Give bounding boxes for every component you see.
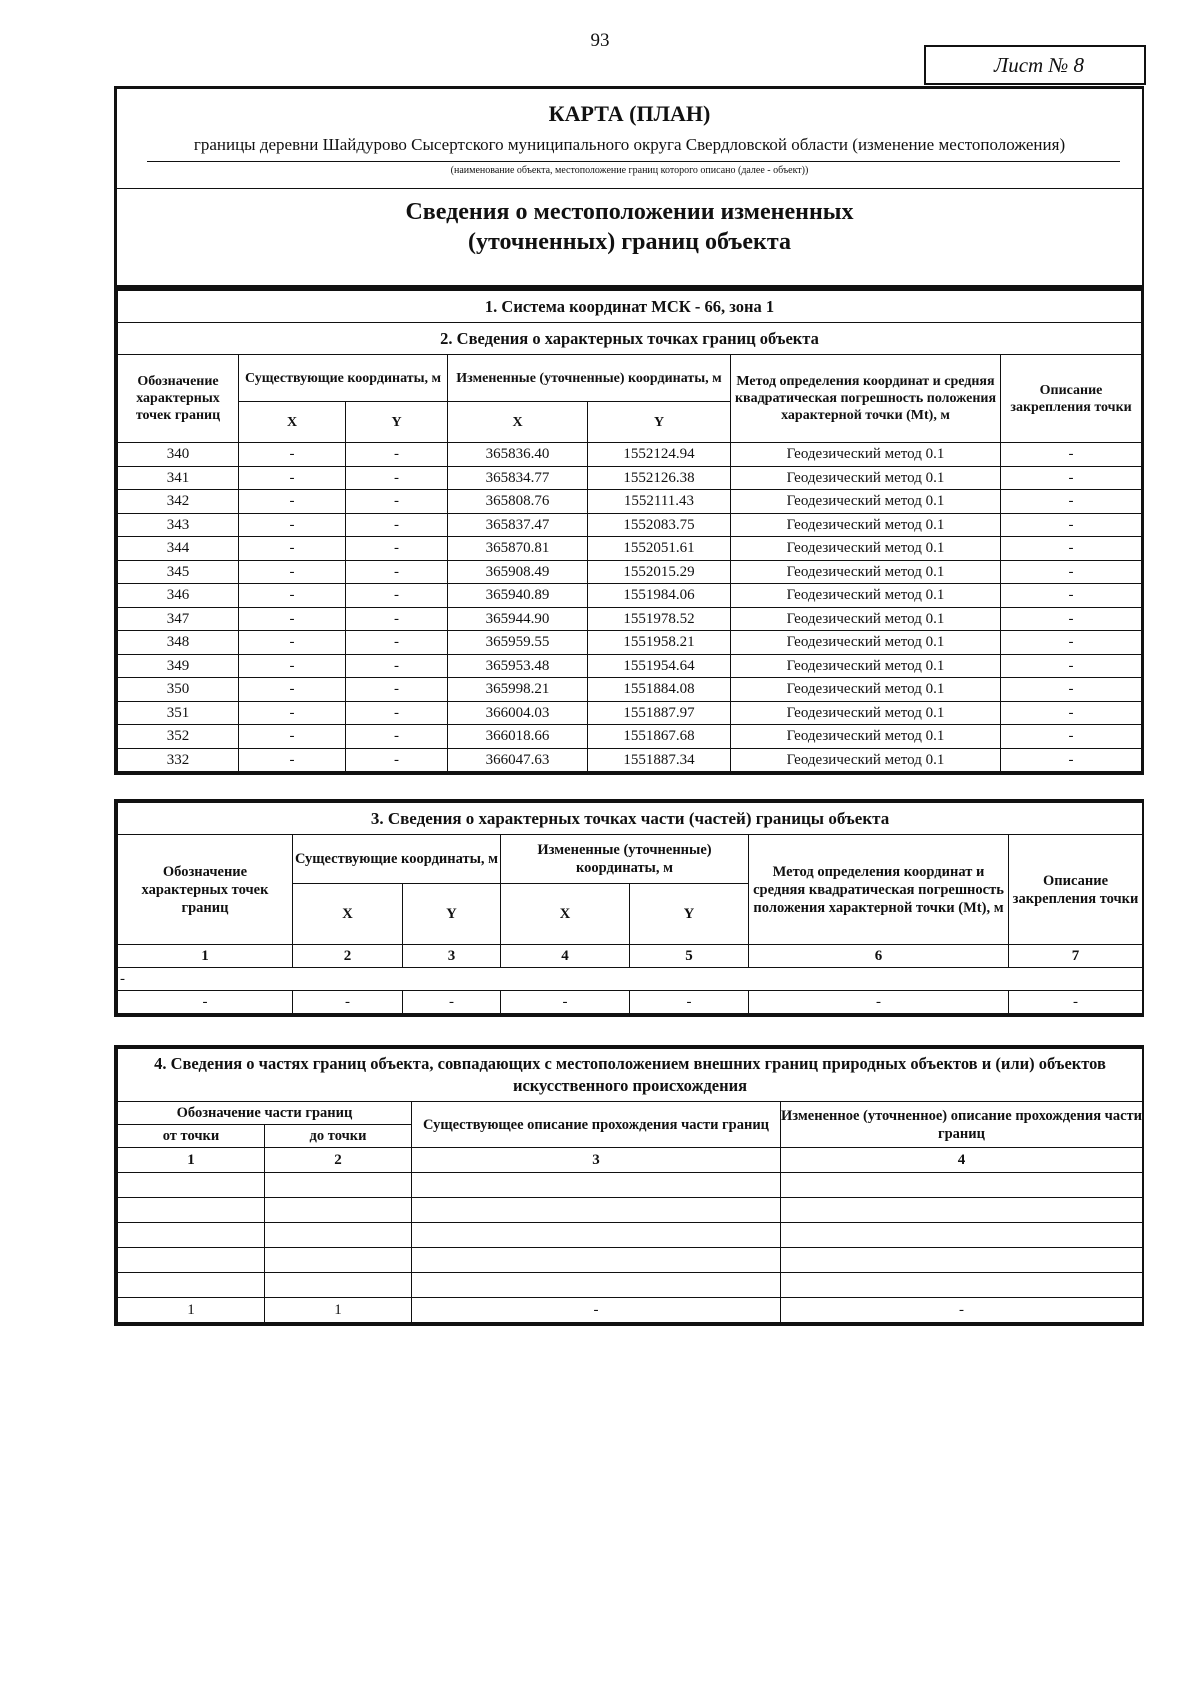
table-row bbox=[118, 560, 1142, 584]
table-cell: - bbox=[346, 678, 448, 702]
part-points-table bbox=[114, 799, 1144, 1017]
column-number: 4 bbox=[501, 945, 630, 968]
table-cell: 365953.48 bbox=[448, 654, 588, 678]
table-cell: - bbox=[346, 725, 448, 749]
table-cell: - bbox=[239, 443, 346, 467]
column-number: 1 bbox=[118, 945, 293, 968]
table-row bbox=[118, 1173, 1143, 1198]
table-cell: 365836.40 bbox=[448, 443, 588, 467]
table-cell bbox=[781, 1248, 1143, 1273]
table-cell: - bbox=[239, 678, 346, 702]
table-cell: 365808.76 bbox=[448, 490, 588, 514]
table-cell: 1551887.97 bbox=[588, 701, 731, 725]
table-row bbox=[118, 1198, 1143, 1223]
table-cell: - bbox=[1001, 443, 1142, 467]
table-cell: - bbox=[501, 991, 630, 1014]
table-cell: Геодезический метод 0.1 bbox=[731, 537, 1001, 561]
table-cell: - bbox=[239, 560, 346, 584]
table-cell: Геодезический метод 0.1 bbox=[731, 725, 1001, 749]
table-cell bbox=[118, 1223, 265, 1248]
table-cell: - bbox=[630, 991, 749, 1014]
object-name-underline bbox=[147, 161, 1120, 162]
table-cell: 1552051.61 bbox=[588, 537, 731, 561]
points-section-caption: 2. Сведения о характерных точках границ объекта bbox=[118, 323, 1142, 355]
table-cell: - bbox=[346, 443, 448, 467]
table-row bbox=[118, 466, 1142, 490]
column-number: 3 bbox=[403, 945, 501, 968]
column-number: 7 bbox=[1009, 945, 1143, 968]
column-number: 1 bbox=[118, 1148, 265, 1173]
table-cell: - bbox=[346, 466, 448, 490]
table-cell: Геодезический метод 0.1 bbox=[731, 678, 1001, 702]
table-cell: - bbox=[346, 584, 448, 608]
table-cell: 1551884.08 bbox=[588, 678, 731, 702]
table-cell: Геодезический метод 0.1 bbox=[731, 560, 1001, 584]
table-cell: - bbox=[1001, 654, 1142, 678]
table-cell: 1551984.06 bbox=[588, 584, 731, 608]
table-cell: - bbox=[118, 991, 293, 1014]
table-cell: - bbox=[239, 584, 346, 608]
table-row bbox=[118, 991, 1143, 1014]
table-cell: 1551978.52 bbox=[588, 607, 731, 631]
table-cell: - bbox=[1001, 631, 1142, 655]
table-row bbox=[118, 443, 1142, 467]
sheet-label-box: Лист № 8 bbox=[924, 45, 1146, 85]
table-cell: Геодезический метод 0.1 bbox=[731, 513, 1001, 537]
table-cell bbox=[781, 1273, 1143, 1298]
part-header-fixing: Описание закрепления точки bbox=[1009, 835, 1143, 945]
table-cell: 365959.55 bbox=[448, 631, 588, 655]
table-cell: 1551954.64 bbox=[588, 654, 731, 678]
table-cell: - bbox=[1001, 560, 1142, 584]
table-cell: - bbox=[239, 725, 346, 749]
column-number: 5 bbox=[630, 945, 749, 968]
points-table-body bbox=[118, 443, 1142, 772]
table-cell: 348 bbox=[118, 631, 239, 655]
table-row bbox=[118, 1273, 1143, 1298]
table-cell: - bbox=[1001, 748, 1142, 772]
column-number: 2 bbox=[265, 1148, 412, 1173]
table-cell: - bbox=[239, 607, 346, 631]
table-cell: 344 bbox=[118, 537, 239, 561]
table-cell: - bbox=[239, 513, 346, 537]
table-row bbox=[118, 607, 1142, 631]
table-cell: - bbox=[1001, 490, 1142, 514]
table-cell bbox=[781, 1173, 1143, 1198]
table-cell: - bbox=[346, 607, 448, 631]
table-row bbox=[118, 631, 1142, 655]
table-cell: 1552124.94 bbox=[588, 443, 731, 467]
part-header-method: Метод определения координат и средняя квадратическая погрешность положения характерной точки (Mt), м bbox=[749, 835, 1009, 945]
table-row bbox=[118, 678, 1142, 702]
table-cell bbox=[265, 1173, 412, 1198]
table-cell: - bbox=[412, 1298, 781, 1323]
table-cell: Геодезический метод 0.1 bbox=[731, 654, 1001, 678]
table-cell: - bbox=[239, 631, 346, 655]
table-cell: - bbox=[1001, 701, 1142, 725]
column-number: 2 bbox=[293, 945, 403, 968]
table-cell: - bbox=[781, 1298, 1143, 1323]
header-point: Обозначение характерных точек границ bbox=[118, 355, 239, 443]
part-header-changed-y: Y bbox=[630, 884, 749, 945]
part-header-existing-y: Y bbox=[403, 884, 501, 945]
table-cell: 365944.90 bbox=[448, 607, 588, 631]
table-cell: 1552111.43 bbox=[588, 490, 731, 514]
table-cell bbox=[412, 1273, 781, 1298]
table-cell: - bbox=[346, 631, 448, 655]
table-cell: 340 bbox=[118, 443, 239, 467]
table-cell: 347 bbox=[118, 607, 239, 631]
title-block bbox=[114, 86, 1144, 288]
boundary-parts-table bbox=[114, 1045, 1144, 1326]
table-cell: 349 bbox=[118, 654, 239, 678]
table-cell: 351 bbox=[118, 701, 239, 725]
header-existing-x: X bbox=[239, 402, 346, 443]
part-header-changed: Измененные (уточненные) координаты, м bbox=[501, 835, 749, 884]
part-header-existing: Существующие координаты, м bbox=[293, 835, 501, 884]
header-changed-x: X bbox=[448, 402, 588, 443]
header-method: Метод определения координат и средняя квадратическая погрешность положения характерной точки (Mt), м bbox=[731, 355, 1001, 443]
table-cell: - bbox=[1009, 991, 1143, 1014]
table-cell: - bbox=[403, 991, 501, 1014]
table-cell: 366018.66 bbox=[448, 725, 588, 749]
table-cell: - bbox=[1001, 678, 1142, 702]
parts-header-changed: Измененное (уточненное) описание прохождения части границ bbox=[781, 1102, 1143, 1148]
table-cell: - bbox=[239, 490, 346, 514]
part-header-existing-x: X bbox=[293, 884, 403, 945]
table-cell: 365837.47 bbox=[448, 513, 588, 537]
table-cell bbox=[118, 1273, 265, 1298]
header-changed-y: Y bbox=[588, 402, 731, 443]
table-cell: Геодезический метод 0.1 bbox=[731, 584, 1001, 608]
boundary-parts-caption: 4. Сведения о частях границ объекта, совпадающих с местоположением внешних границ природных объектов и (или) объектов искусственного происхождения bbox=[118, 1049, 1143, 1102]
table-cell: - bbox=[346, 748, 448, 772]
table-cell: - bbox=[1001, 607, 1142, 631]
table-cell: - bbox=[346, 654, 448, 678]
header-changed-coords: Измененные (уточненные) координаты, м bbox=[448, 355, 731, 402]
parts-header-existing: Существующее описание прохождения части границ bbox=[412, 1102, 781, 1148]
table-cell bbox=[781, 1223, 1143, 1248]
header-fixing: Описание закрепления точки bbox=[1001, 355, 1142, 443]
table-row bbox=[118, 654, 1142, 678]
table-cell: - bbox=[293, 991, 403, 1014]
header-existing-coords: Существующие координаты, м bbox=[239, 355, 448, 402]
table-cell: Геодезический метод 0.1 bbox=[731, 443, 1001, 467]
part-empty-cell: - bbox=[118, 968, 1143, 991]
table-cell: Геодезический метод 0.1 bbox=[731, 631, 1001, 655]
table-cell bbox=[118, 1198, 265, 1223]
table-cell bbox=[265, 1198, 412, 1223]
table-cell: Геодезический метод 0.1 bbox=[731, 748, 1001, 772]
table-row bbox=[118, 748, 1142, 772]
table-cell: 1552126.38 bbox=[588, 466, 731, 490]
column-number: 6 bbox=[749, 945, 1009, 968]
object-name-hint: (наименование объекта, местоположение границ которого описано (далее - объект)) bbox=[450, 165, 809, 176]
table-cell: - bbox=[239, 701, 346, 725]
table-cell: 352 bbox=[118, 725, 239, 749]
table-cell: 1552015.29 bbox=[588, 560, 731, 584]
table-row bbox=[118, 725, 1142, 749]
parts-header-from: от точки bbox=[118, 1125, 265, 1148]
part-header-point: Обозначение характерных точек границ bbox=[118, 835, 293, 945]
table-cell bbox=[781, 1198, 1143, 1223]
table-cell: 1552083.75 bbox=[588, 513, 731, 537]
table-cell: - bbox=[239, 537, 346, 561]
table-cell bbox=[412, 1198, 781, 1223]
table-cell bbox=[412, 1173, 781, 1198]
part-header-changed-x: X bbox=[501, 884, 630, 945]
table-cell: Геодезический метод 0.1 bbox=[731, 701, 1001, 725]
table-row bbox=[118, 1298, 1143, 1323]
table-cell bbox=[265, 1248, 412, 1273]
table-cell bbox=[118, 1173, 265, 1198]
table-cell: - bbox=[346, 701, 448, 725]
table-cell: - bbox=[346, 560, 448, 584]
table-cell bbox=[265, 1273, 412, 1298]
table-cell: 365998.21 bbox=[448, 678, 588, 702]
table-cell: 1551867.68 bbox=[588, 725, 731, 749]
table-cell: - bbox=[346, 513, 448, 537]
table-cell: 365908.49 bbox=[448, 560, 588, 584]
table-cell: 366004.03 bbox=[448, 701, 588, 725]
table-cell: - bbox=[1001, 466, 1142, 490]
column-number: 4 bbox=[781, 1148, 1143, 1173]
table-cell: 345 bbox=[118, 560, 239, 584]
table-cell bbox=[118, 1248, 265, 1273]
table-cell: - bbox=[1001, 725, 1142, 749]
table-cell: - bbox=[239, 748, 346, 772]
table-cell: 346 bbox=[118, 584, 239, 608]
boundary-points-table bbox=[114, 287, 1144, 775]
table-row bbox=[118, 513, 1142, 537]
table-row bbox=[118, 584, 1142, 608]
object-name: границы деревни Шайдурово Сысертского муниципального округа Свердловской области (изменение местоположения) bbox=[193, 135, 1066, 154]
table-cell: 332 bbox=[118, 748, 239, 772]
table-cell: 341 bbox=[118, 466, 239, 490]
table-cell: 366047.63 bbox=[448, 748, 588, 772]
page-number: 93 bbox=[590, 30, 610, 51]
table-cell: 365870.81 bbox=[448, 537, 588, 561]
table-row bbox=[118, 1223, 1143, 1248]
table-cell: - bbox=[346, 537, 448, 561]
table-row bbox=[118, 490, 1142, 514]
section-title: Сведения о местоположении измененных (уточненных) границ объекта bbox=[405, 199, 854, 255]
table-row bbox=[118, 537, 1142, 561]
table-cell: - bbox=[346, 490, 448, 514]
table-cell: 342 bbox=[118, 490, 239, 514]
table-cell: - bbox=[749, 991, 1009, 1014]
table-cell bbox=[412, 1223, 781, 1248]
table-cell: 1551958.21 bbox=[588, 631, 731, 655]
table-cell: 365940.89 bbox=[448, 584, 588, 608]
table-row bbox=[118, 701, 1142, 725]
parts-header-part: Обозначение части границ bbox=[118, 1102, 412, 1125]
column-number: 3 bbox=[412, 1148, 781, 1173]
table-cell: 1 bbox=[265, 1298, 412, 1323]
table-cell: Геодезический метод 0.1 bbox=[731, 607, 1001, 631]
parts-column-numbers bbox=[118, 1148, 1143, 1173]
parts-header-to: до точки bbox=[265, 1125, 412, 1148]
title-separator bbox=[117, 188, 1142, 189]
table-cell: - bbox=[1001, 584, 1142, 608]
table-cell: 343 bbox=[118, 513, 239, 537]
table-cell: 1 bbox=[118, 1298, 265, 1323]
table-cell: Геодезический метод 0.1 bbox=[731, 466, 1001, 490]
table-cell: - bbox=[1001, 513, 1142, 537]
table-cell: Геодезический метод 0.1 bbox=[731, 490, 1001, 514]
part-column-numbers bbox=[118, 945, 1143, 968]
table-cell: - bbox=[239, 654, 346, 678]
part-points-caption: 3. Сведения о характерных точках части (частей) границы объекта bbox=[118, 803, 1143, 835]
table-cell bbox=[412, 1248, 781, 1273]
table-cell: 350 bbox=[118, 678, 239, 702]
table-cell: 365834.77 bbox=[448, 466, 588, 490]
coordinate-system-caption: 1. Система координат МСК - 66, зона 1 bbox=[118, 291, 1142, 323]
header-existing-y: Y bbox=[346, 402, 448, 443]
table-cell: - bbox=[239, 466, 346, 490]
part-empty-row bbox=[118, 968, 1143, 991]
table-cell: - bbox=[1001, 537, 1142, 561]
table-cell: 1551887.34 bbox=[588, 748, 731, 772]
table-row bbox=[118, 1248, 1143, 1273]
table-cell bbox=[265, 1223, 412, 1248]
document-title: КАРТА (ПЛАН) bbox=[548, 101, 711, 126]
